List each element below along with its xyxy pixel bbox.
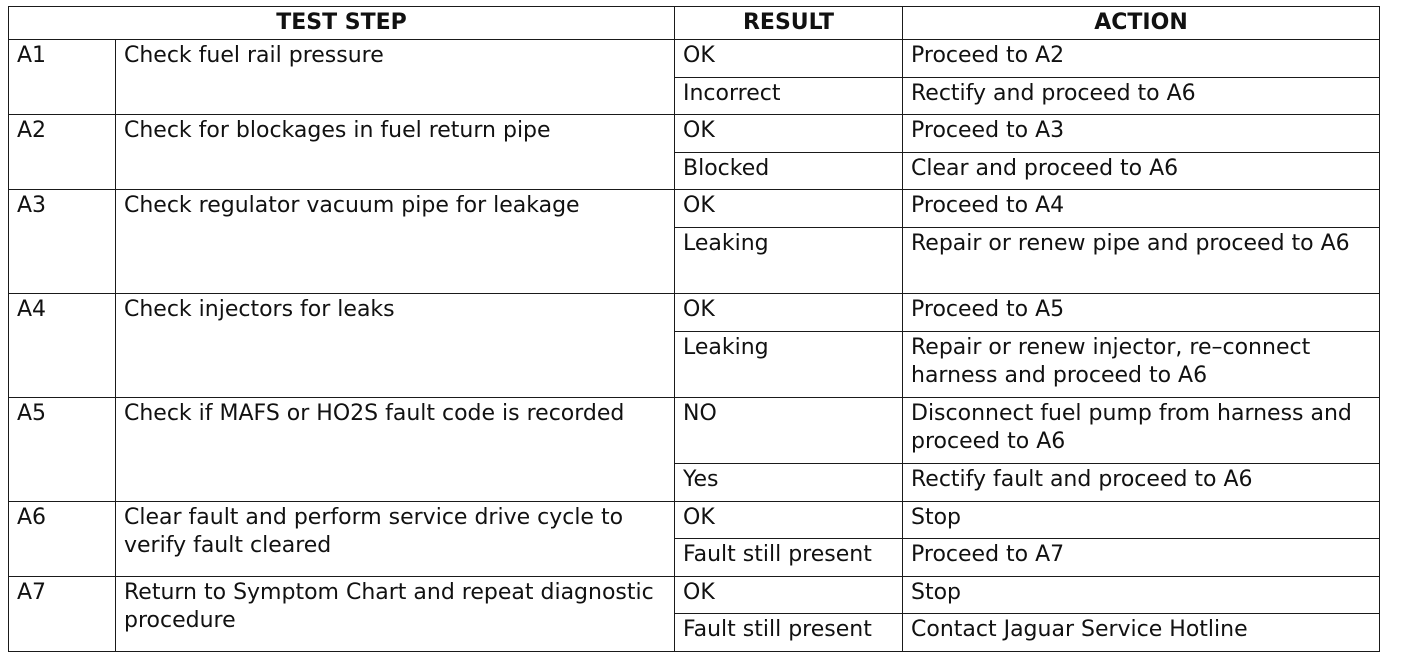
step-description: Check if MAFS or HO2S fault code is recorded — [116, 397, 675, 501]
result-cell: Leaking — [675, 331, 903, 397]
action-cell: Proceed to A2 — [903, 40, 1380, 78]
step-id: A4 — [9, 294, 116, 398]
step-id: A6 — [9, 501, 116, 576]
action-cell: Repair or renew pipe and proceed to A6 — [903, 228, 1380, 294]
action-cell: Contact Jaguar Service Hotline — [903, 614, 1380, 652]
result-cell: OK — [675, 501, 903, 539]
result-cell: Incorrect — [675, 77, 903, 115]
table-row — [9, 115, 1380, 153]
result-cell: Blocked — [675, 152, 903, 190]
table-row — [9, 501, 1380, 539]
step-description: Clear fault and perform service drive cycle to verify fault cleared — [116, 501, 675, 576]
action-cell: Proceed to A7 — [903, 539, 1380, 577]
step-id: A5 — [9, 397, 116, 501]
step-description: Return to Symptom Chart and repeat diagnostic procedure — [116, 576, 675, 651]
step-id: A7 — [9, 576, 116, 651]
step-id: A1 — [9, 40, 116, 115]
result-cell: Fault still present — [675, 539, 903, 577]
action-cell: Rectify fault and proceed to A6 — [903, 463, 1380, 501]
step-description: Check injectors for leaks — [116, 294, 675, 398]
action-cell: Stop — [903, 576, 1380, 614]
result-cell: Yes — [675, 463, 903, 501]
step-id: A2 — [9, 115, 116, 190]
step-description: Check for blockages in fuel return pipe — [116, 115, 675, 190]
result-cell: Leaking — [675, 228, 903, 294]
step-description: Check regulator vacuum pipe for leakage — [116, 190, 675, 294]
action-cell: Rectify and proceed to A6 — [903, 77, 1380, 115]
header-test-step: TEST STEP — [9, 7, 675, 40]
action-cell: Proceed to A4 — [903, 190, 1380, 228]
table-row — [9, 40, 1380, 78]
header-row — [9, 7, 1380, 40]
action-cell: Clear and proceed to A6 — [903, 152, 1380, 190]
step-description: Check fuel rail pressure — [116, 40, 675, 115]
result-cell: OK — [675, 115, 903, 153]
diagnostic-table — [8, 6, 1380, 652]
action-cell: Proceed to A5 — [903, 294, 1380, 332]
result-cell: Fault still present — [675, 614, 903, 652]
table-row — [9, 576, 1380, 614]
result-cell: OK — [675, 576, 903, 614]
action-cell: Repair or renew injector, re–connect harness and proceed to A6 — [903, 331, 1380, 397]
action-cell: Stop — [903, 501, 1380, 539]
result-cell: NO — [675, 397, 903, 463]
table-row — [9, 190, 1380, 228]
header-action: ACTION — [903, 7, 1380, 40]
table-row — [9, 397, 1380, 463]
action-cell: Disconnect fuel pump from harness and proceed to A6 — [903, 397, 1380, 463]
header-result: RESULT — [675, 7, 903, 40]
action-cell: Proceed to A3 — [903, 115, 1380, 153]
result-cell: OK — [675, 294, 903, 332]
result-cell: OK — [675, 190, 903, 228]
step-id: A3 — [9, 190, 116, 294]
result-cell: OK — [675, 40, 903, 78]
table-row — [9, 294, 1380, 332]
